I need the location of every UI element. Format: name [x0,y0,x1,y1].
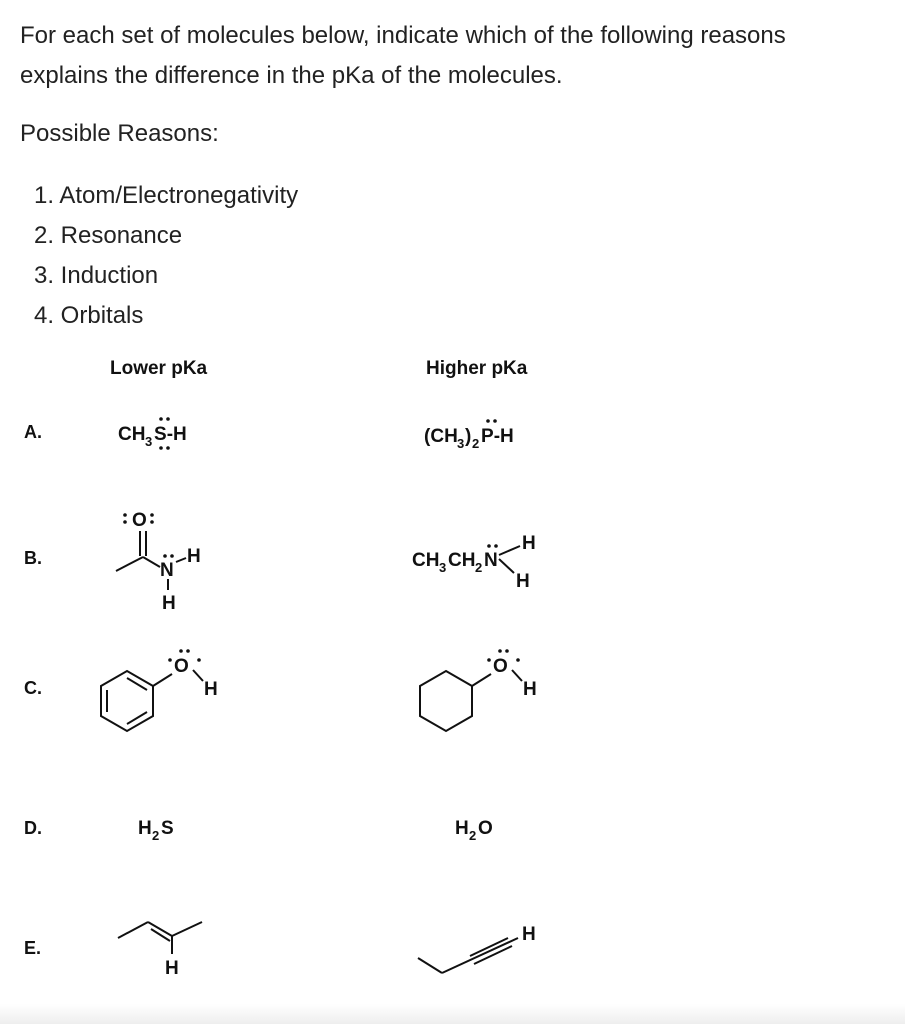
row-label-d: D. [24,818,42,838]
svg-text:H: H [204,679,218,700]
reason-item: 4. Orbitals [34,302,144,329]
svg-text:H: H [455,818,469,839]
svg-text:O: O [132,510,147,531]
molecule-c-higher [420,649,537,731]
svg-text:3: 3 [457,436,465,451]
reason-item: 1. Atom/Electronegativity [34,182,299,209]
svg-text:H: H [516,571,530,592]
molecule-d-lower [138,818,174,843]
svg-text:2: 2 [475,560,483,575]
reasons-title: Possible Reasons: [20,120,219,147]
svg-text:(CH: (CH [424,426,458,447]
svg-text:N: N [484,550,498,571]
molecule-d-higher [455,818,493,843]
svg-text:2: 2 [152,828,160,843]
svg-text:S-H: S-H [154,424,187,445]
svg-text:O: O [174,656,189,677]
svg-text:O: O [493,656,508,677]
svg-text:O: O [478,818,493,839]
svg-text:): ) [465,426,472,447]
svg-text:3: 3 [439,560,447,575]
svg-text:S: S [161,818,174,839]
svg-text:CH: CH [412,550,440,571]
svg-text:2: 2 [469,828,477,843]
svg-text:H: H [162,593,176,614]
row-label-e: E. [24,938,42,958]
svg-text:CH: CH [448,550,476,571]
svg-text:H: H [165,958,179,979]
reason-item: 2. Resonance [34,222,183,249]
row-label-b: B. [24,548,42,568]
svg-text:2: 2 [472,436,480,451]
row-label-c: C. [24,678,42,698]
question-line-2: explains the difference in the pKa of the molecules. [20,62,563,89]
molecule-c-lower [101,649,218,731]
svg-text:P-H: P-H [481,426,514,447]
reason-item: 3. Induction [34,262,159,289]
column-header-higher: Higher pKa [426,358,528,379]
svg-text:3: 3 [145,434,153,449]
row-label-a: A. [24,422,42,442]
svg-text:N: N [160,560,174,581]
svg-text:H: H [522,924,536,945]
molecule-a-higher [424,419,514,451]
question-line-1: For each set of molecules below, indicate which of the following reasons [20,22,786,49]
svg-text:H: H [522,533,536,554]
molecule-b-higher [412,533,536,592]
molecule-e-higher [418,924,536,973]
svg-text:H: H [523,679,537,700]
svg-text:H: H [187,546,201,567]
molecule-e-lower [118,922,202,979]
molecule-a-lower [118,417,187,450]
svg-text:H: H [138,818,152,839]
bottom-edge [0,1004,905,1024]
molecule-b-lower [116,510,201,614]
column-header-lower: Lower pKa [110,358,208,379]
svg-text:CH: CH [118,424,146,445]
